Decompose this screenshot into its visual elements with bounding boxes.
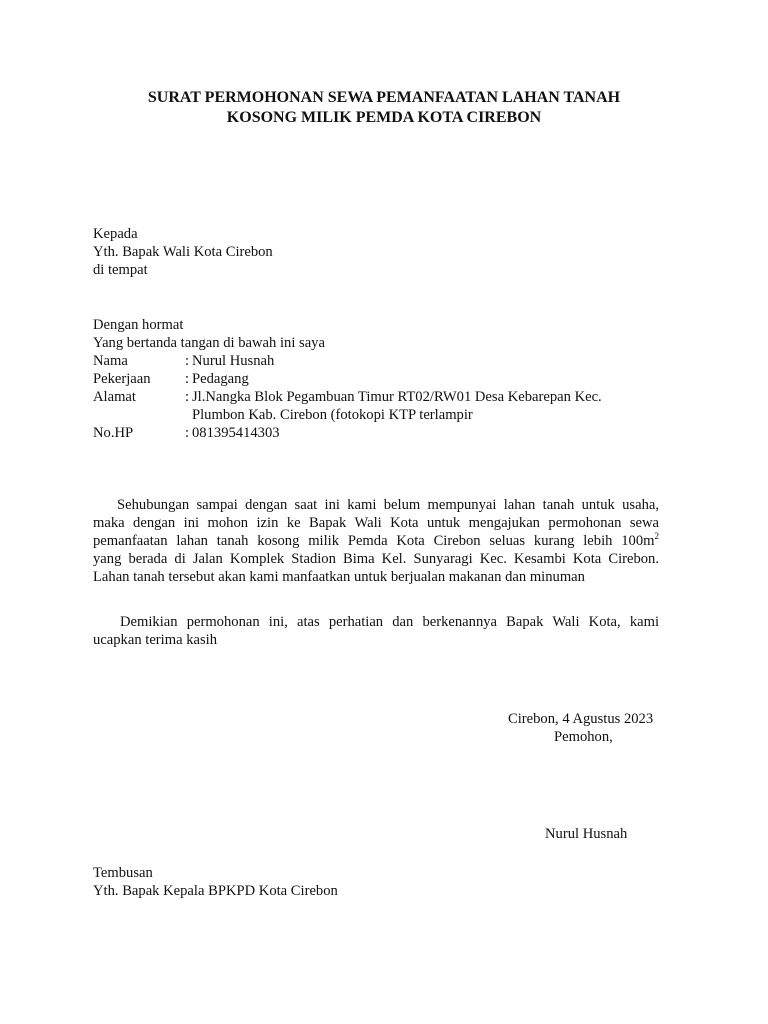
recipient-name: Yth. Bapak Wali Kota Cirebon [93,244,273,260]
recipient-kepada: Kepada [93,226,138,242]
field-value: 081395414303 [192,425,280,441]
paragraph-line: yang berada di Jalan Komplek Stadion Bima Kel. Sunyaragi Kec. Kesambi Kota Cirebon. [93,551,659,567]
paragraph-line: Sehubungan sampai dengan saat ini kami belum mempunyai lahan tanah untuk usaha, [117,497,659,513]
place-date: Cirebon, 4 Agustus 2023 [508,711,654,727]
field-label: Nama [93,353,128,369]
field-separator: : [185,389,190,405]
cc-recipient: Yth. Bapak Kepala BPKPD Kota Cirebon [93,883,338,899]
title-line-2: KOSONG MILIK PEMDA KOTA CIREBON [226,109,542,126]
paragraph-line [93,532,659,550]
field-separator: : [185,425,190,441]
field-separator: : [185,353,190,369]
paragraph-line: maka dengan ini mohon izin ke Bapak Wali Kota untuk mengajukan permohonan sewa [93,515,659,531]
superscript: 2 [654,531,659,542]
paragraph-line: Demikian permohonan ini, atas perhatian dan berkenannya Bapak Wali Kota, kami [120,614,659,630]
field-label: Alamat [93,389,136,405]
field-value: Plumbon Kab. Cirebon (fotokopi KTP terlampir [192,407,473,423]
field-value: Pedagang [192,371,249,387]
greeting: Dengan hormat [93,317,184,333]
field-label: No.HP [93,425,134,441]
signer-role: Pemohon, [554,729,613,745]
field-value: Nurul Husnah [192,353,275,369]
field-value: Jl.Nangka Blok Pegambuan Timur RT02/RW01 Desa Kebarepan Kec. [192,389,602,405]
recipient-place: di tempat [93,262,148,278]
letter-title [80,88,688,128]
title-line-1: SURAT PERMOHONAN SEWA PEMANFAATAN LAHAN TANAH [147,89,621,106]
paragraph-line: ucapkan terima kasih [93,632,217,648]
field-separator: : [185,371,190,387]
paragraph-line: Lahan tanah tersebut akan kami manfaatkan untuk berjualan makanan dan minuman [93,569,585,585]
body-paragraph-1 [93,496,659,586]
intro-line: Yang bertanda tangan di bawah ini saya [93,335,325,351]
line-text: pemanfaatan lahan tanah kosong milik Pemda Kota Cirebon seluas kurang lebih 100m [93,533,655,549]
signer-name: Nurul Husnah [545,826,628,842]
cc-label: Tembusan [93,865,153,881]
field-label: Pekerjaan [93,371,151,387]
body-paragraph-2 [93,613,659,649]
